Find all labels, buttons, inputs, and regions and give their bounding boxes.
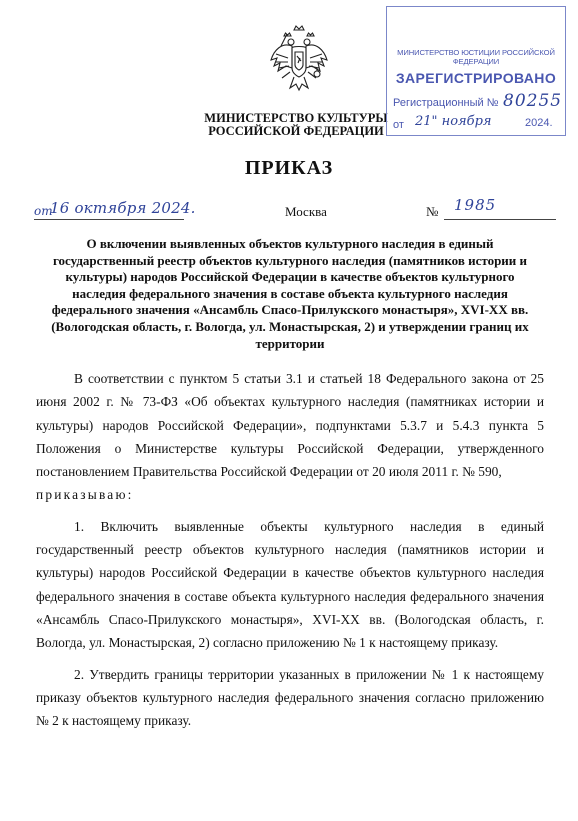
date-prefix: от	[34, 204, 53, 218]
stamp-from-label: от	[393, 119, 404, 131]
handwritten-order-number: 1985	[454, 196, 497, 214]
preamble-text: В соответствии с пунктом 5 статьи 3.1 и статьей 18 Федерального закона от 25 июня 2002 г. № 73-ФЗ «Об объектах культурного наследия (памятниках истории и культуры) народов Российской Федерации», подпунктами 5.3.7 и 5.4.3 пункта 5 Положения о Министерстве культуры Российской Федерации, утвержденного постановлением Правительства Российской Федерации от 20 июля 2011 г. № 590,	[36, 371, 544, 480]
order-item-2: 2. Утвердить границы территории указанных в приложении № 1 к настоящему приказу объектов культурного наследия федерального значения согласно приложению № 2 к настоящему приказу.	[36, 666, 544, 729]
document-title: ПРИКАЗ	[244, 157, 334, 179]
stamp-registration-number: 80255	[503, 91, 563, 111]
ministry-name-line2: РОССИЙСКОЙ ФЕДЕРАЦИИ	[208, 124, 384, 138]
stamp-registration-label: Регистрационный №	[393, 97, 499, 109]
stamp-handwritten-date: 21" ноября	[415, 114, 492, 129]
stamp-year: 2024.	[525, 117, 553, 129]
preamble-paragraph	[36, 367, 544, 507]
coat-of-arms-emblem	[268, 22, 330, 96]
number-underline	[444, 219, 556, 220]
order-number-label: №	[426, 204, 439, 219]
stamp-title: ЗАРЕГИСТРИРОВАНО	[395, 70, 557, 86]
date-underline	[34, 219, 184, 220]
order-heading: О включении выявленных объектов культурного наследия в единый государственный реестр объектов культурного наследия (памятников истории и культуры) народов Российской Федерации в качестве объектов культурного наследия федерального значения в составе объекта культурного наследия федерального значения «Ансамбль Спасо-Прилукского монастыря», XVI-XX вв. (Вологодская область, г. Вологда, ул. Монастырская, 2) и утверждении границ их территории	[51, 236, 529, 351]
ministry-name	[196, 112, 396, 138]
stamp-organization: МИНИСТЕРСТВО ЮСТИЦИИ РОССИЙСКОЙ ФЕДЕРАЦИИ	[397, 48, 555, 66]
order-item-1: 1. Включить выявленные объекты культурного наследия в единый государственный реестр объектов культурного наследия (памятников истории и культуры) народов Российской Федерации в качестве объектов культурного наследия федерального значения в составе объекта культурного наследия федерального значения «Ансамбль Спасо-Прилукского монастыря», XVI-XX вв. (Вологодская область, г. Вологда, ул. Монастырская, 2) согласно приложению № 1 к настоящему приказу.	[36, 518, 544, 651]
city-label: Москва	[285, 204, 327, 219]
order-word: приказываю:	[36, 487, 134, 503]
registration-stamp	[386, 6, 566, 136]
order-body	[36, 367, 544, 740]
ministry-name-line1: МИНИСТЕРСТВО КУЛЬТУРЫ	[204, 111, 388, 125]
handwritten-order-date: 16 октября 2024.	[50, 199, 196, 217]
